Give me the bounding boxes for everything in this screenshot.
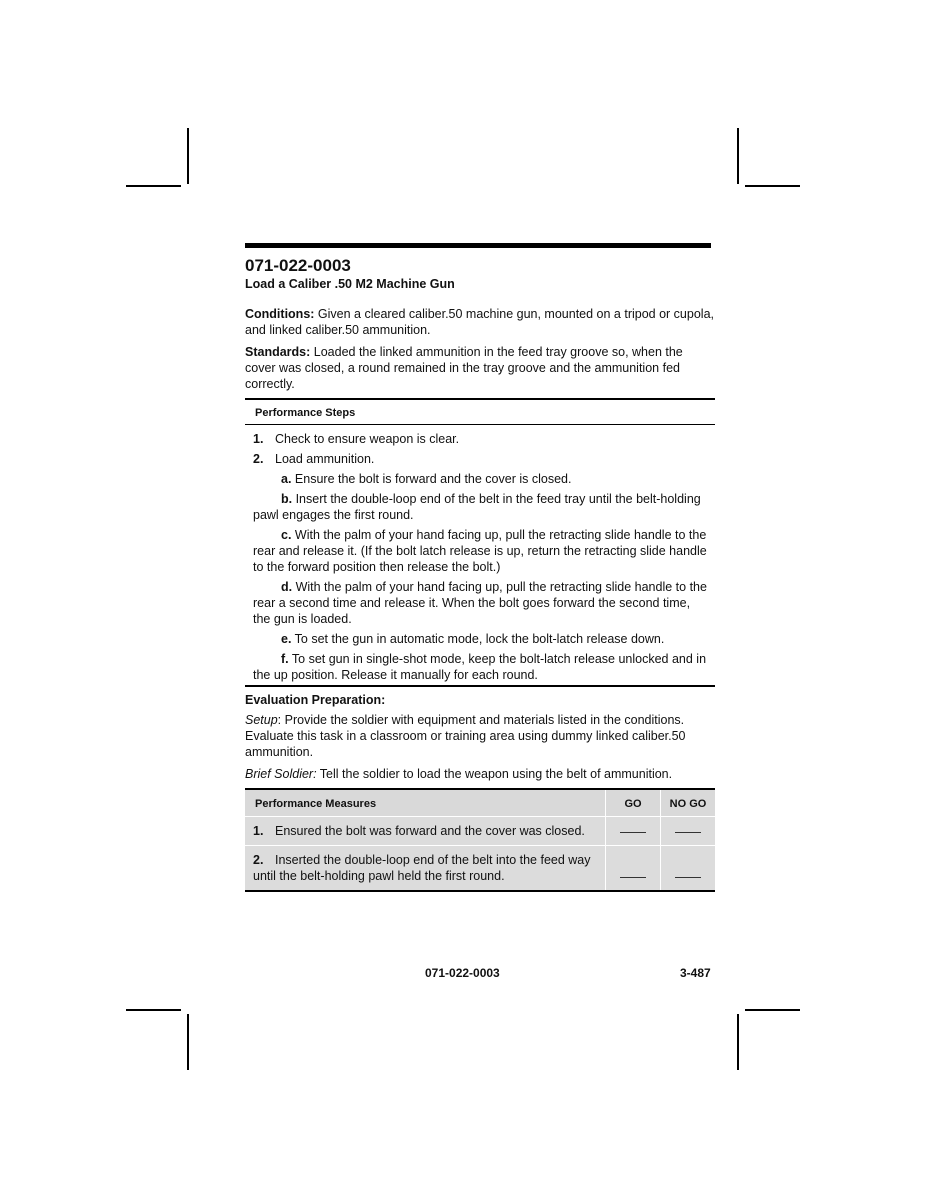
substep-text: With the palm of your hand facing up, pull the retracting slide handle to the rear a second time and release it. When the bolt goes forward the second time, the gun is loaded. (253, 580, 707, 626)
table-header-row (245, 789, 715, 817)
substep-letter: a. (281, 472, 292, 486)
substep-item (253, 631, 707, 647)
brief-label: Brief Soldier: (245, 767, 317, 781)
measure-number: 2. (253, 853, 264, 867)
table-row (245, 817, 715, 846)
step-text: Check to ensure weapon is clear. (275, 432, 460, 446)
substep-text: To set the gun in automatic mode, lock the bolt-latch release down. (291, 632, 665, 646)
standards (245, 344, 715, 392)
performance-steps (245, 425, 715, 685)
section-divider (245, 685, 715, 687)
measure-text: Inserted the double-loop end of the belt into the feed way until the belt-holding pawl held the first round. (253, 853, 591, 883)
step-number: 1. (253, 432, 264, 446)
substep-text: With the palm of your hand facing up, pull the retracting slide handle to the rear and release it. (If the bolt latch release is up, return the retracting slide handle to the forward position then release the bolt.) (253, 528, 707, 574)
measure-text: Ensured the bolt was forward and the cover was closed. (275, 824, 585, 838)
top-rule (245, 243, 711, 248)
conditions (245, 306, 715, 338)
table-row (245, 846, 715, 892)
substep-item (253, 651, 707, 683)
substep-text: Insert the double-loop end of the belt in the feed tray until the belt-holding pawl engages the first round. (253, 492, 701, 522)
task-content (245, 243, 715, 892)
evaluation-setup (245, 712, 715, 760)
substep-letter: e. (281, 632, 292, 646)
setup-label: Setup (245, 713, 278, 727)
go-cell (606, 817, 661, 846)
crop-mark (745, 1009, 800, 1011)
performance-steps-header: Performance Steps (245, 398, 715, 425)
standards-label: Standards: (245, 345, 311, 359)
go-blank (620, 876, 646, 878)
substep-item (253, 579, 707, 627)
substep-text: To set gun in single-shot mode, keep the bolt-latch release unlocked and in the up position. Release it manually for each round. (253, 652, 707, 682)
crop-mark (126, 1009, 181, 1011)
nogo-blank (675, 831, 701, 833)
substep-item (253, 491, 707, 523)
crop-mark (126, 185, 181, 187)
evaluation-brief (245, 766, 715, 782)
nogo-blank (675, 876, 701, 878)
crop-mark (745, 185, 800, 187)
measure-number: 1. (253, 824, 264, 838)
measures-header: Performance Measures (245, 789, 606, 817)
standards-text: Loaded the linked ammunition in the feed tray groove so, when the cover was closed, a round remained in the tray groove and the ammunition fed correctly. (245, 345, 683, 391)
substep-text: Ensure the bolt is forward and the cover is closed. (291, 472, 572, 486)
measure-cell (245, 817, 606, 846)
substep-item (253, 527, 707, 575)
setup-text: : Provide the soldier with equipment and materials listed in the conditions. Evaluate this task in a classroom or training area using dummy linked caliber.50 ammunition. (245, 713, 686, 759)
task-title: Load a Caliber .50 M2 Machine Gun (245, 277, 455, 291)
nogo-header: NO GO (661, 789, 716, 817)
nogo-cell (661, 817, 716, 846)
go-header: GO (606, 789, 661, 817)
step-item (253, 431, 707, 447)
crop-mark (187, 128, 189, 184)
crop-mark (187, 1014, 189, 1070)
crop-mark (737, 1014, 739, 1070)
brief-text: Tell the soldier to load the weapon using the belt of ammunition. (316, 767, 673, 781)
conditions-text: Given a cleared caliber.50 machine gun, mounted on a tripod or cupola, and linked caliber.50 ammunition. (245, 307, 714, 337)
evaluation-header: Evaluation Preparation: (245, 693, 386, 707)
substep-letter: b. (281, 492, 293, 506)
step-text: Load ammunition. (275, 452, 375, 466)
substep-item (253, 471, 707, 487)
footer-page-number: 3-487 (680, 966, 711, 980)
step-number: 2. (253, 452, 264, 466)
substep-letter: d. (281, 580, 293, 594)
task-number: 071-022-0003 (245, 256, 351, 275)
conditions-label: Conditions: (245, 307, 315, 321)
go-blank (620, 831, 646, 833)
crop-mark (737, 128, 739, 184)
performance-measures-table (245, 788, 715, 892)
substep-letter: f. (281, 652, 289, 666)
substep-letter: c. (281, 528, 292, 542)
footer-task-number: 071-022-0003 (425, 966, 500, 980)
nogo-cell (661, 846, 716, 892)
step-item (253, 451, 707, 467)
measure-cell (245, 846, 606, 892)
go-cell (606, 846, 661, 892)
